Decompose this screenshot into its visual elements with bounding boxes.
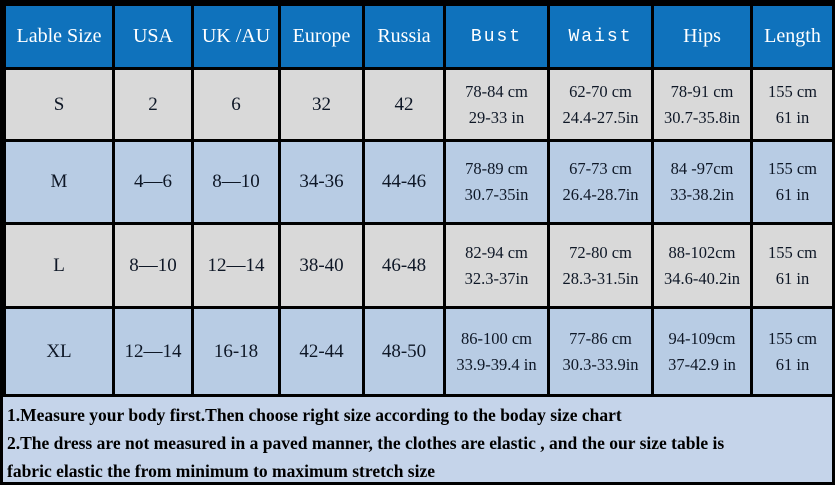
table-row-s xyxy=(5,69,834,141)
waist-cm: 77-86 cm xyxy=(569,328,632,348)
note-line-2: 2.The dress are not measured in a paved manner, the clothes are elastic , and the our size table is xyxy=(7,433,725,453)
cell-m-usa: 4—6 xyxy=(114,141,193,224)
length-cm: 155 cm xyxy=(767,159,818,178)
cell-s-usa: 2 xyxy=(114,69,193,141)
length-cm: 155 cm xyxy=(767,328,818,348)
cell-l-size: L xyxy=(5,224,114,308)
cell-xl-europe: 42-44 xyxy=(280,308,364,396)
cell-m-russia: 44-46 xyxy=(364,141,445,224)
hips-cm: 78-91 cm xyxy=(670,81,734,101)
cell-l-usa: 8—10 xyxy=(114,224,193,308)
measurement-notes xyxy=(3,397,832,485)
hips-cm: 88-102cm xyxy=(668,242,736,262)
hips-in: 30.7-35.8in xyxy=(663,107,741,127)
length-in: 61 in xyxy=(775,185,810,204)
hips-in: 33-38.2in xyxy=(670,185,734,204)
header-cell-europe: Europe xyxy=(280,5,364,69)
cell-l-russia: 46-48 xyxy=(364,224,445,308)
bust-cm: 78-89 cm xyxy=(465,159,528,178)
size-table xyxy=(3,3,835,397)
waist-cm: 62-70 cm xyxy=(569,81,632,101)
waist-in: 24.4-27.5in xyxy=(562,107,639,127)
note-line-1: 1.Measure your body first.Then choose right size according to the boday size chart xyxy=(7,405,622,425)
header-row xyxy=(5,5,834,69)
bust-cm: 82-94 cm xyxy=(465,242,528,262)
cell-xl-size: XL xyxy=(5,308,114,396)
cell-s-hips xyxy=(653,69,752,141)
cell-l-uk-au: 12—14 xyxy=(193,224,280,308)
cell-s-russia: 42 xyxy=(364,69,445,141)
waist-in: 30.3-33.9in xyxy=(562,354,639,374)
cell-s-waist xyxy=(549,69,653,141)
cell-xl-russia: 48-50 xyxy=(364,308,445,396)
length-in: 61 in xyxy=(775,354,810,374)
bust-in: 30.7-35in xyxy=(464,185,529,204)
header-cell-bust: Bust xyxy=(445,5,549,69)
table-row-m xyxy=(5,141,834,224)
length-cm: 155 cm xyxy=(767,242,818,262)
cell-m-europe: 34-36 xyxy=(280,141,364,224)
cell-l-length xyxy=(752,224,834,308)
bust-in: 32.3-37in xyxy=(464,268,529,288)
cell-m-size: M xyxy=(5,141,114,224)
cell-l-hips xyxy=(653,224,752,308)
length-in: 61 in xyxy=(775,268,810,288)
cell-m-bust xyxy=(445,141,549,224)
bust-in: 29-33 in xyxy=(468,107,525,127)
cell-xl-usa: 12—14 xyxy=(114,308,193,396)
header-cell-usa: USA xyxy=(114,5,193,69)
table-row-xl xyxy=(5,308,834,396)
cell-xl-hips xyxy=(653,308,752,396)
cell-m-waist xyxy=(549,141,653,224)
cell-m-hips xyxy=(653,141,752,224)
cell-s-uk-au: 6 xyxy=(193,69,280,141)
cell-m-length xyxy=(752,141,834,224)
length-in: 61 in xyxy=(775,107,810,127)
note-line-3: fabric elastic the from minimum to maximum stretch size xyxy=(7,461,436,481)
bust-cm: 86-100 cm xyxy=(460,328,533,348)
header-cell-hips: Hips xyxy=(653,5,752,69)
cell-xl-length xyxy=(752,308,834,396)
cell-xl-waist xyxy=(549,308,653,396)
cell-s-europe: 32 xyxy=(280,69,364,141)
hips-in: 37-42.9 in xyxy=(668,354,736,374)
header-cell-length: Length xyxy=(752,5,834,69)
cell-l-europe: 38-40 xyxy=(280,224,364,308)
bust-cm: 78-84 cm xyxy=(465,81,528,101)
hips-in: 34.6-40.2in xyxy=(663,268,741,288)
waist-cm: 72-80 cm xyxy=(569,242,632,262)
table-row-l xyxy=(5,224,834,308)
waist-cm: 67-73 cm xyxy=(569,159,632,178)
cell-l-bust xyxy=(445,224,549,308)
cell-xl-uk-au: 16-18 xyxy=(193,308,280,396)
cell-m-uk-au: 8—10 xyxy=(193,141,280,224)
waist-in: 28.3-31.5in xyxy=(562,268,639,288)
hips-cm: 94-109cm xyxy=(668,328,736,348)
hips-cm: 84 -97cm xyxy=(670,159,734,178)
header-cell-russia: Russia xyxy=(364,5,445,69)
waist-in: 26.4-28.7in xyxy=(562,185,639,204)
cell-l-waist xyxy=(549,224,653,308)
length-cm: 155 cm xyxy=(767,81,818,101)
header-cell-lable-size: Lable Size xyxy=(5,5,114,69)
cell-s-length xyxy=(752,69,834,141)
cell-s-size: S xyxy=(5,69,114,141)
cell-s-bust xyxy=(445,69,549,141)
cell-xl-bust xyxy=(445,308,549,396)
bust-in: 33.9-39.4 in xyxy=(456,354,537,374)
header-cell-waist: Waist xyxy=(549,5,653,69)
header-cell-uk-au: UK /AU xyxy=(193,5,280,69)
